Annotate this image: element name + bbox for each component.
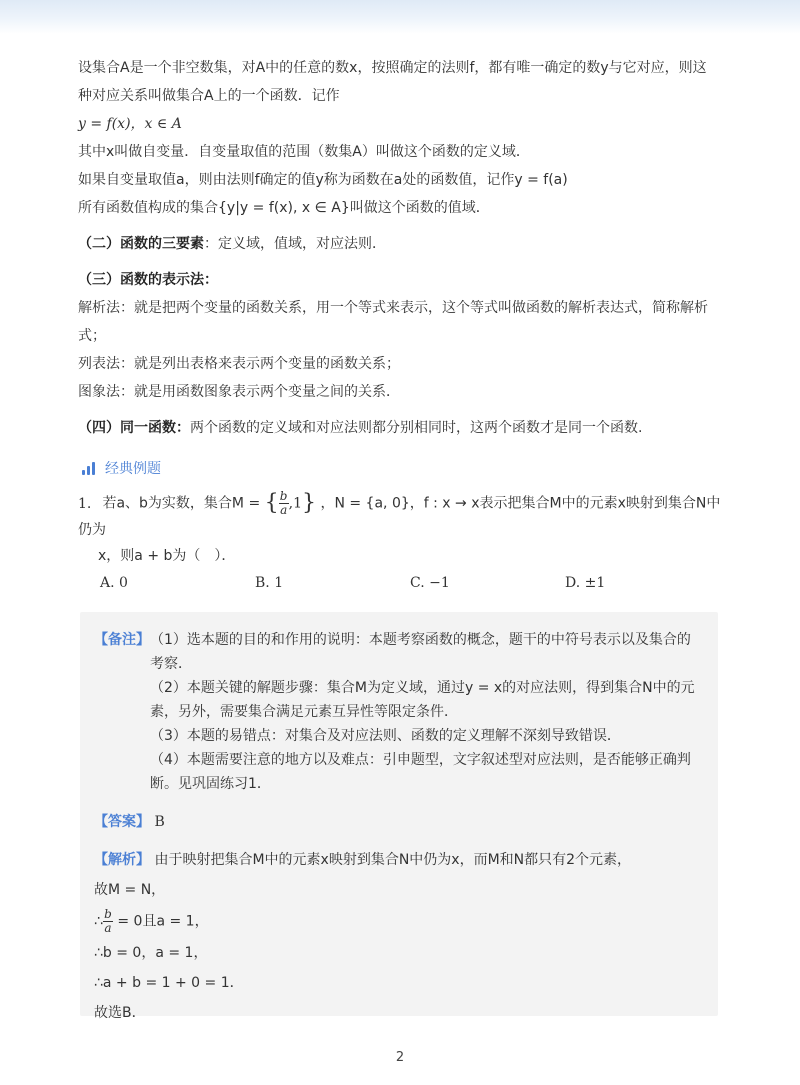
answer-options bbox=[100, 575, 728, 591]
definition-line-3: 其中x叫做自变量．自变量取值的范围（数集A）叫做这个函数的定义域． bbox=[78, 144, 530, 160]
document-body bbox=[78, 56, 728, 591]
therefore-symbol: ∴ bbox=[94, 913, 103, 930]
bar-chart-icon bbox=[82, 461, 95, 475]
set-tail: ,1 bbox=[288, 495, 302, 512]
section-same-function bbox=[78, 416, 728, 440]
question-stem-end: x，则a + b为（ ）． bbox=[98, 548, 236, 564]
section-heading: （三）函数的表示法： bbox=[78, 272, 218, 288]
definition-formula: y = f(x)，x ∈ A bbox=[78, 116, 182, 132]
header-band bbox=[0, 0, 800, 34]
note-item-1: （1）选本题的目的和作用的说明：本题考察函数的概念，题干的中符号表示以及集合的考察． bbox=[150, 632, 691, 672]
note-section bbox=[94, 628, 702, 796]
analysis-step-3: ∴b = 0，a = 1， bbox=[94, 945, 208, 961]
classic-examples-heading bbox=[82, 458, 728, 478]
right-brace: } bbox=[302, 490, 316, 516]
analysis-text: 由于映射把集合M中的元素x映射到集合N中仍为x，而M和N都只有2个元素， bbox=[154, 852, 632, 868]
representation-analytic-cont: 式； bbox=[78, 328, 106, 344]
section-heading: （二）函数的三要素 bbox=[78, 236, 204, 252]
analysis-step-2 bbox=[94, 908, 702, 935]
denominator: a bbox=[280, 503, 288, 517]
solution-box bbox=[80, 612, 718, 1021]
fraction-b-over-a bbox=[279, 490, 289, 517]
option-d[interactable]: D. ±1 bbox=[565, 575, 606, 591]
representation-graph: 图象法：就是用函数图象表示两个变量之间的关系． bbox=[78, 384, 400, 400]
definition-line-4: 如果自变量取值a，则由法则f确定的值y称为函数在a处的函数值，记作y = f(a) bbox=[78, 172, 568, 188]
answer-label: 【答案】 bbox=[94, 814, 150, 830]
analysis-step-2-text: = 0且a = 1， bbox=[117, 913, 209, 930]
definition-line-5: 所有函数值构成的集合{y|y = f(x), x ∈ A}叫做这个函数的值域． bbox=[78, 200, 490, 216]
analysis-label: 【解析】 bbox=[94, 852, 150, 868]
section-heading: （四）同一函数： bbox=[78, 420, 190, 436]
analysis-step-1: 故M = N， bbox=[94, 882, 166, 898]
note-item-4: （4）本题需要注意的地方以及难点：引申题型，文字叙述型对应法则，是否能够正确判断。见巩固练习1． bbox=[150, 752, 691, 792]
answer-section bbox=[94, 810, 702, 834]
option-c[interactable]: C. −1 bbox=[410, 575, 450, 591]
denominator: a bbox=[104, 921, 112, 935]
question-stem-start: 若a、b为实数，集合M = bbox=[102, 495, 261, 512]
left-brace: { bbox=[264, 490, 279, 516]
question-number: 1. bbox=[78, 495, 92, 512]
numerator: b bbox=[104, 907, 112, 921]
note-item-3: （3）本题的易错点：对集合及对应法则、函数的定义理解不深刻导致错误． bbox=[150, 728, 621, 744]
fraction-b-over-a bbox=[103, 908, 113, 935]
question-stem-mid: ，N = {a, 0}，f : x → x表示把集合M中的元素x映射到集合N中仍为 bbox=[78, 495, 721, 538]
analysis-step-5: 故选B． bbox=[94, 1005, 146, 1021]
section-text: ：定义域，值域，对应法则． bbox=[204, 236, 386, 252]
page-number: 2 bbox=[395, 1050, 405, 1065]
option-a[interactable]: A. 0 bbox=[100, 575, 128, 591]
section-text: 两个函数的定义域和对应法则都分别相同时，这两个函数才是同一个函数. bbox=[190, 420, 643, 436]
definition-line-2: 种对应关系叫做集合A上的一个函数．记作 bbox=[78, 88, 340, 104]
numerator: b bbox=[279, 489, 288, 503]
definition-line-1: 设集合A是一个非空数集，对A中的任意的数x，按照确定的法则f，都有唯一确定的数y与它对应，则这 bbox=[78, 60, 707, 76]
classic-examples-label: 经典例题 bbox=[105, 461, 161, 477]
representation-analytic: 解析法：就是把两个变量的函数关系，用一个等式来表示，这个等式叫做函数的解析表达式，简称解析 bbox=[78, 300, 708, 316]
answer-value: B bbox=[154, 814, 165, 830]
analysis-section bbox=[94, 848, 702, 1025]
option-b[interactable]: B. 1 bbox=[255, 575, 284, 591]
section-three-elements bbox=[78, 232, 728, 256]
note-item-2: （2）本题关键的解题步骤：集合M为定义域，通过y = x的对应法则，得到集合N中的元素，另外，需要集合满足元素互异性等限定条件． bbox=[150, 680, 695, 720]
note-label: 【备注】 bbox=[94, 632, 150, 648]
question-1 bbox=[78, 490, 728, 569]
analysis-step-4: ∴a + b = 1 + 0 = 1． bbox=[94, 975, 244, 991]
representation-table: 列表法：就是列出表格来表示两个变量的函数关系； bbox=[78, 356, 400, 372]
section-representation bbox=[78, 268, 728, 292]
